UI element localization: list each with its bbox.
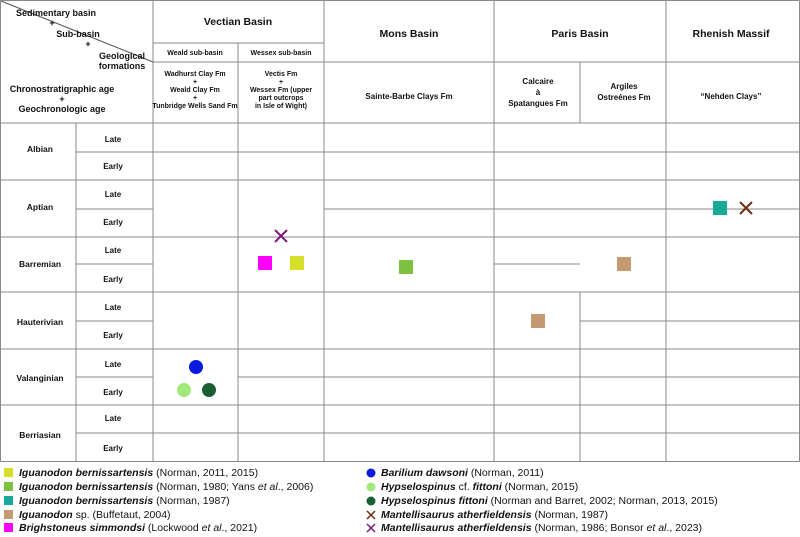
- age-berriasian: Berriasian: [19, 430, 61, 440]
- legend-ref-barilium: (Norman, 2011): [467, 467, 544, 479]
- age-barremian: Barremian: [18, 259, 62, 269]
- fm-weald-2: Weald Clay Fm: [170, 87, 220, 94]
- legend-taxon-igsp: Iguanodon: [19, 509, 73, 521]
- corner-plus-1: +: [49, 18, 55, 28]
- corner-plus-3: +: [59, 94, 65, 104]
- legend-ref-mant1986: (Norman, 1986; Bonsor: [531, 522, 647, 534]
- legend-taxon-hypf: Hypselospinus fittoni: [381, 495, 488, 507]
- legend-ref2-hypcf: (Norman, 2015): [501, 481, 579, 493]
- sub-hauterivian-early: Early: [103, 331, 123, 340]
- sub-valanginian-early: Early: [103, 388, 123, 397]
- legend-taxon-ig1987: Iguanodon bernissartensis: [19, 495, 154, 507]
- marker-iguanodon-1980: [399, 260, 413, 274]
- marker-iguanodon-sp-calcaire: [531, 314, 545, 328]
- legend-taxon-ig1980: Iguanodon bernissartensis: [19, 481, 154, 493]
- legend-square-ig2011: [4, 468, 13, 477]
- corner-geological: Geological: [98, 51, 146, 61]
- corner-sedimentary-basin: Sedimentary basin: [15, 8, 97, 18]
- corner-geochrono: Geochronologic age: [18, 104, 106, 114]
- corner-plus-2: +: [85, 39, 91, 49]
- legend-etal-brigh: et al: [201, 522, 222, 534]
- sub-berriasian-early: Early: [103, 444, 123, 453]
- subbasin-weald: Weald sub-basin: [167, 50, 223, 57]
- legend-ref-ig1987: (Norman, 1987): [153, 495, 230, 507]
- legend-ref-ig1980: (Norman, 1980; Yans: [153, 481, 258, 493]
- fm-wessex-1: Vectis Fm: [264, 71, 298, 78]
- marker-brighstoneus: [258, 256, 272, 270]
- legend-etal-ig1980: et al: [257, 481, 278, 493]
- marker-hypselospinus-cf: [177, 383, 191, 397]
- legend-ref-hypf: (Norman and Barret, 2002; Norman, 2013, 2015): [487, 495, 718, 507]
- legend-ref-mant1987: (Norman, 1987): [531, 509, 609, 521]
- fm-mons: Sainte-Barbe Clays Fm: [365, 92, 453, 101]
- corner-sub-basin: Sub-basin: [56, 29, 100, 39]
- marker-iguanodon-sp-argiles: [617, 257, 631, 271]
- legend-cross-mant1986: [367, 524, 375, 532]
- corner-chrono: Chronostratigraphic age: [9, 84, 115, 94]
- fm-paris2-2: Ostreénes Fm: [597, 93, 651, 102]
- fm-paris1-1: Calcaire: [522, 77, 554, 86]
- legend-taxon-mant1987: Mantellisaurus atherfieldensis: [381, 509, 532, 521]
- basin-rhenish: Rhenish Massif: [692, 28, 770, 40]
- legend-ref2-mant1986: ., 2023): [666, 522, 703, 534]
- marker-mantellisaurus-1987: [740, 202, 752, 214]
- age-hauterivian: Hauterivian: [16, 317, 64, 327]
- fm-paris2-1: Argiles: [610, 82, 638, 91]
- legend-square-ig1980: [4, 482, 13, 491]
- fm-paris1-2: à: [535, 88, 541, 97]
- legend-taxon-ig2011: Iguanodon bernissartensis: [19, 467, 154, 479]
- fm-weald-plus-1: +: [192, 79, 198, 86]
- legend-taxon-brigh: Brighstoneus simmondsi: [19, 522, 146, 534]
- basin-paris: Paris Basin: [551, 28, 609, 40]
- legend-etal-mant1986: et al: [646, 522, 667, 534]
- legend-taxon2-hypcf: fittoni: [472, 481, 502, 493]
- sub-barremian-late: Late: [104, 246, 122, 255]
- legend-taxon-mant1986: Mantellisaurus atherfieldensis: [381, 522, 532, 534]
- sub-barremian-early: Early: [103, 275, 123, 284]
- sub-hauterivian-late: Late: [104, 303, 122, 312]
- fm-paris1-3: Spatangues Fm: [508, 99, 568, 108]
- marker-hypselospinus-fittoni: [202, 383, 216, 397]
- legend-circle-hypcf: [367, 483, 376, 492]
- legend-symbol-ig2011: [4, 468, 14, 482]
- fm-wessex-4: in Isle of Wight): [254, 103, 308, 110]
- legend-ref-igsp: sp. (Buffetaut, 2004): [72, 509, 171, 521]
- legend-cross-mant1987: [367, 511, 375, 519]
- fm-wessex-plus-1: +: [278, 79, 284, 86]
- fm-weald-3: Tunbridge Wells Sand Fm: [152, 103, 238, 110]
- sub-aptian-late: Late: [104, 190, 122, 199]
- legend-ref-ig2011: (Norman, 2011, 2015): [153, 467, 259, 479]
- legend-square-ig1987: [4, 496, 13, 505]
- corner-header: [10, 8, 146, 114]
- legend-ref2-brigh: ., 2021): [221, 522, 258, 534]
- corner-formations: formations: [98, 61, 146, 71]
- sub-berriasian-late: Late: [104, 414, 122, 423]
- marker-iguanodon-2011: [290, 256, 304, 270]
- legend-ref-brigh: (Lockwood: [145, 522, 202, 534]
- sub-valanginian-late: Late: [104, 360, 122, 369]
- fm-rhenish: “Nehden Clays”: [700, 92, 762, 101]
- fm-weald-plus-2: +: [192, 95, 198, 102]
- age-aptian: Aptian: [26, 202, 54, 212]
- legend-taxon-hypcf: Hypselospinus: [381, 481, 456, 493]
- age-albian: Albian: [27, 144, 53, 154]
- fm-wessex-2: Wessex Fm (upper: [249, 87, 313, 94]
- age-valanginian: Valanginian: [16, 373, 64, 383]
- subbasin-wessex: Wessex sub-basin: [250, 50, 312, 57]
- basin-vectian: Vectian Basin: [203, 16, 273, 28]
- legend-square-brigh: [4, 523, 13, 532]
- basin-mons: Mons Basin: [379, 28, 439, 40]
- legend-circle-hypf: [367, 497, 376, 506]
- legend-circle-barilium: [367, 469, 376, 478]
- legend-taxon-barilium: Barilium dawsoni: [381, 467, 468, 479]
- fm-weald-1: Wadhurst Clay Fm: [164, 71, 226, 78]
- legend-square-igsp: [4, 510, 13, 519]
- legend-ref2-ig1980: ., 2006): [277, 481, 314, 493]
- marker-barilium: [189, 360, 203, 374]
- fm-wessex-3: part outcrops: [258, 95, 304, 102]
- marker-iguanodon-1987: [713, 201, 727, 215]
- sub-aptian-early: Early: [103, 218, 123, 227]
- marker-mantellisaurus-1986: [275, 230, 287, 242]
- sub-albian-early: Early: [103, 162, 123, 171]
- legend-ref-hypcf: cf.: [455, 481, 473, 493]
- sub-albian-late: Late: [104, 135, 122, 144]
